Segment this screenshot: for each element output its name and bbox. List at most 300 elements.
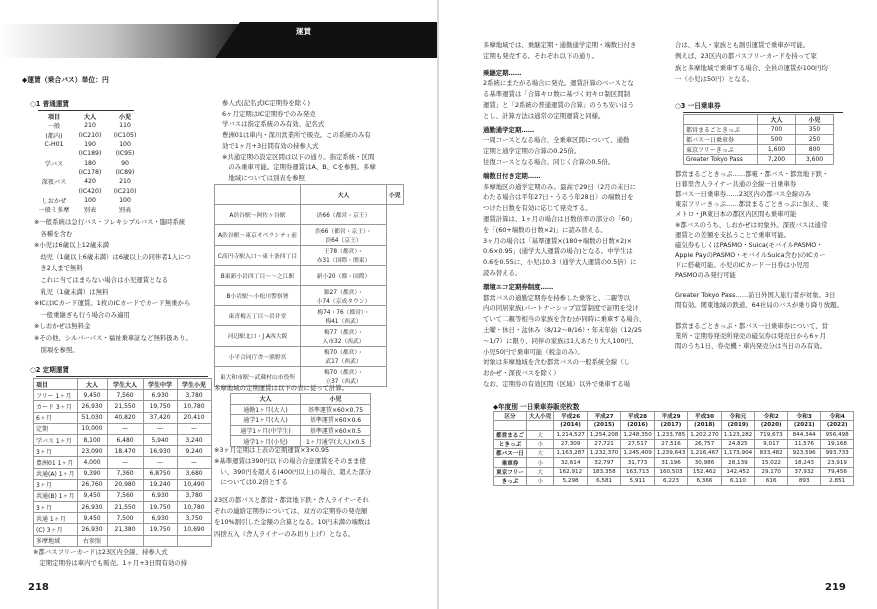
- table-cell: 923,596: [788, 449, 821, 458]
- table-cell: 3,240: [177, 434, 211, 445]
- table-cell: [36, 168, 72, 177]
- table-row: [494, 449, 854, 458]
- table-cell: 新小20（都・国際）: [301, 265, 387, 285]
- body-line: 都営まるごときっぷ……都電・都バス・都営地下鉄・: [675, 170, 829, 178]
- table-cell: 平成30: [688, 412, 721, 421]
- table-cell: 190: [84, 141, 96, 149]
- table-cell: 1,123,282: [721, 430, 754, 439]
- table-row: [215, 225, 404, 245]
- table-row: [231, 404, 371, 415]
- table-cell: 平成27: [587, 412, 620, 421]
- table-cell: しおかぜ: [41, 197, 67, 205]
- table-cell: 東京フリーきっぷ: [684, 145, 758, 155]
- body-line: 0.6×0.95」(通学大人運賃の場合)となる。中学生は: [483, 247, 633, 256]
- table-cell: 小: [526, 458, 553, 467]
- table-row: [684, 155, 834, 165]
- table-row: [36, 168, 142, 177]
- table-cell: 6,366: [688, 477, 721, 486]
- table-cell: (2021): [788, 421, 821, 430]
- body-line: 都営まるごときっぷ・都バス一日乗車券について、営: [675, 321, 829, 330]
- table-row: [215, 265, 404, 285]
- table-cell: 6,581: [587, 477, 620, 486]
- table-cell: 10,780: [177, 401, 211, 412]
- body-line: ※都バスのうち、しおかぜは対象外。深夜バスは通常: [675, 220, 828, 229]
- table-cell: 1,245,409: [621, 449, 654, 458]
- table-cell: 基準運賃×60×0.6: [301, 415, 371, 426]
- table-cell: 152,462: [688, 467, 721, 476]
- body-line: 合は、本人・家族とも割引運賃で乗車が可能。: [675, 41, 810, 49]
- table-cell: 250: [796, 135, 834, 145]
- table-cell: 多摩地域: [34, 535, 78, 546]
- table-cell: 32,797: [587, 458, 620, 467]
- table-cell: 一般ミ多摩: [38, 207, 70, 215]
- tama-grid: [230, 393, 371, 447]
- table-cell: 9,390: [77, 468, 107, 479]
- table-row: [34, 423, 212, 434]
- table-cell: 学バス 1ヶ月: [34, 434, 78, 445]
- table-cell: 6,110: [721, 477, 754, 486]
- table-cell: 37,932: [788, 467, 821, 476]
- table-cell: 16,930: [143, 446, 177, 457]
- table-cell: 800: [796, 145, 834, 155]
- fare-heading: ◆運賃（乗合バス）単位：円: [22, 76, 109, 84]
- note-line: 効で1ヶ月+3日間有効の持参人式: [222, 141, 319, 150]
- table-cell: 令和3: [788, 412, 821, 421]
- sec3-grid: [683, 114, 834, 165]
- table-cell: 28,139: [721, 458, 754, 467]
- table-cell: 定期: [34, 423, 78, 434]
- table-cell: 31,196: [654, 458, 687, 467]
- table-cell: 6,8750: [143, 468, 177, 479]
- table-row: [215, 245, 404, 265]
- table-cell: 1,214,527: [554, 430, 587, 439]
- table-header-row: [36, 112, 142, 121]
- table-cell: 通学1ヶ月(大人): [231, 415, 301, 426]
- table-cell: 110: [119, 122, 131, 130]
- table-cell: 10,690: [177, 524, 211, 535]
- table-cell: 7,500: [107, 513, 143, 524]
- transfer-heading: 乗継定期……: [483, 68, 522, 77]
- table-cell: —: [177, 457, 211, 468]
- table-cell: 350: [796, 125, 834, 135]
- sec1-title: ○1 普通運賃: [30, 100, 70, 108]
- table-cell: (IC210): [78, 131, 102, 139]
- table-row: [684, 145, 834, 155]
- table-row: [231, 436, 371, 447]
- note-line: ※一般系統は急行バス・フレキシブルバス・臨時系統: [34, 218, 186, 226]
- table-cell: 河辺駅北口・J A西大阪: [215, 326, 301, 346]
- body-line: 多摩地区の通学定期のみ。最高で29日（2月の末日に: [483, 182, 637, 191]
- table-row: [36, 149, 142, 158]
- table-cell: (IC210): [113, 187, 137, 195]
- table-cell: A渋谷駅〜阿佐ヶ谷駅: [215, 205, 301, 225]
- table-cell: 79,456: [821, 467, 854, 476]
- body-line: 土曜・休日・盆休み（8/12〜8/16）・年末年始（12/25: [483, 326, 642, 334]
- table-cell: 3ヶ月: [34, 479, 78, 490]
- table-cell: 180: [84, 159, 96, 167]
- body-line: 族と多摩地域で乗車する場合、全員の運賃が100円均: [675, 63, 828, 72]
- table-cell: 993,733: [821, 449, 854, 458]
- body-line: 間のうち1日、券売機・車内発売分は当日のみ有効。: [675, 341, 827, 350]
- table-cell: 1,248,350: [621, 430, 654, 439]
- table-cell: 3,600: [796, 155, 834, 165]
- body-line: 一周コースとなる場合、全乗車区間について、通勤: [483, 136, 630, 145]
- body-line: おかぜ・深夜バスを除く）: [483, 369, 560, 378]
- body-line: 23区の都バスと都営・都営地下鉄・舎人ライナーそれ: [214, 496, 369, 504]
- table-cell: 6,930: [143, 390, 177, 401]
- table-cell: [215, 185, 301, 205]
- table-cell: 令和2: [755, 412, 788, 421]
- table-cell: [36, 149, 72, 158]
- table-cell: 大人: [231, 394, 301, 405]
- note-line: のみ乗車可能。定期券運賃はA、B、Cを参照。多摩: [222, 163, 376, 172]
- note-line: これに当てはまらない場合は小児運賃となる: [34, 276, 169, 284]
- table-cell: 844,344: [788, 430, 821, 439]
- table-cell: 小: [526, 439, 553, 448]
- table-cell: 平成29: [654, 412, 687, 421]
- table-cell: 210: [84, 122, 96, 130]
- table-cell: 20,410: [177, 412, 211, 423]
- table-cell: —: [107, 457, 143, 468]
- table-cell: 通学1ヶ月(中学生): [231, 425, 301, 436]
- table-cell: 18,243: [788, 458, 821, 467]
- table-cell: 4,000: [77, 457, 107, 468]
- table-row: [36, 177, 142, 186]
- table-cell: 学バス: [44, 160, 64, 168]
- body-line: 内の同居家族(パートナーシップ宣誓制度で証明を受け: [483, 304, 639, 313]
- table-cell: 163,713: [621, 467, 654, 476]
- table-row: [36, 131, 142, 140]
- table-cell: 24,825: [721, 439, 754, 448]
- divider: [36, 376, 208, 377]
- body-line: 対象は多摩地域を含む都営バスの一般系統全線（し: [483, 358, 630, 367]
- table-cell: 27,517: [621, 439, 654, 448]
- table-row: [494, 458, 854, 467]
- body-line: 例えば、23区内の都バスフリーカードを持って家: [675, 52, 817, 61]
- table-cell: (2014): [554, 421, 587, 430]
- table-cell: (IC178): [78, 168, 102, 176]
- table-cell: 90: [121, 159, 129, 167]
- table-cell: 23,090: [77, 446, 107, 457]
- note-line: 豊洲01は車内・深川営業所で販売。この系統のみ有: [222, 131, 371, 140]
- table-cell: 40,820: [107, 412, 143, 423]
- note-line: 別項を参照。: [34, 345, 79, 354]
- note-line: 学バスは指定系統のみ有効、記名式: [222, 120, 325, 129]
- table-cell: 160,503: [654, 467, 687, 476]
- table-cell: 通勤1ヶ月(大人): [231, 404, 301, 415]
- note-line: 各種を含む: [34, 229, 73, 238]
- body-line: 小児50円で乗車可能（税金のみ）。: [483, 347, 584, 356]
- fraction-heading: 端数日付き定期……: [483, 171, 541, 180]
- table-cell: 19,750: [143, 401, 177, 412]
- table-cell: —: [177, 423, 211, 434]
- table-cell: 大: [526, 430, 553, 439]
- table-cell: 10,000: [77, 423, 107, 434]
- table-cell: 27,721: [587, 439, 620, 448]
- table-cell: 別表: [118, 207, 132, 215]
- table-cell: 大人: [83, 114, 97, 122]
- table-cell: 19,168: [821, 439, 854, 448]
- body-line: 定期と通学定期の合算の0.25倍。: [483, 147, 581, 156]
- table-cell: 都バス一日: [494, 449, 527, 458]
- table-row: [494, 430, 854, 439]
- table-cell: 東青梅五丁目〜岩井堂: [215, 306, 301, 326]
- table-cell: (2016): [621, 421, 654, 430]
- table-header-row: [215, 185, 404, 205]
- table-row: [494, 477, 854, 486]
- table-row: [34, 490, 212, 501]
- table-row: [36, 205, 142, 214]
- table-cell: 3,680: [177, 468, 211, 479]
- table-cell: [107, 535, 143, 546]
- table-cell: 梅77（都営）・ 入市32（西武）: [301, 326, 387, 346]
- table-cell: (IC89): [115, 168, 135, 176]
- body-line: 一（小児は50円）となる。: [675, 75, 754, 84]
- page-number-right: 219: [825, 582, 846, 593]
- table-cell: B小岩駅〜小松川警察署: [215, 285, 301, 305]
- table-cell: 小児: [387, 185, 404, 205]
- table-cell: 51,030: [77, 412, 107, 423]
- note-line: き2人まで無料: [34, 264, 83, 273]
- header-gradient-band: [0, 18, 438, 62]
- table-cell: 小児: [118, 114, 132, 122]
- table-cell: [494, 421, 527, 430]
- common-grid: [214, 184, 404, 387]
- table-cell: (2017): [654, 421, 687, 430]
- table-cell: (都内): [45, 132, 63, 140]
- table-cell: 小平合同庁舎〜熊野宮: [215, 346, 301, 366]
- table-cell: 大人: [758, 115, 796, 125]
- table-cell: (2015): [587, 421, 620, 430]
- table-cell: 令和4: [821, 412, 854, 421]
- body-line: PASMOのみ発行可能: [675, 271, 736, 279]
- body-line: 読み替える。: [483, 269, 522, 277]
- table-cell: 項目: [47, 114, 61, 122]
- table-row: [34, 535, 212, 546]
- table-cell: 3ヶ月: [34, 502, 78, 513]
- table-cell: 右参照: [77, 535, 107, 546]
- table-cell: 26,930: [77, 524, 107, 535]
- body-line: を「(60+端数の日数×2)」に読み替える。: [483, 225, 607, 234]
- sales-grid: [493, 411, 854, 486]
- table-row: [36, 121, 142, 130]
- table-cell: 平成28: [621, 412, 654, 421]
- note-line: い、390円を超える(400円以上)の場合、超えた部分: [214, 467, 372, 476]
- table-cell: (2019): [721, 421, 754, 430]
- table-cell: 21,550: [107, 502, 143, 513]
- body-line: を10%割引した金額の合算となる。10円未満の端数は: [214, 518, 371, 527]
- body-line: 運賃との差額を支払うことで乗車可能。: [675, 230, 791, 239]
- table-cell: 項目: [34, 379, 78, 390]
- table-cell: 共通(A) 1ヶ月: [34, 468, 78, 479]
- right-page: [439, 0, 877, 609]
- table-cell: 6,930: [143, 490, 177, 501]
- table-cell: 6,480: [107, 434, 143, 445]
- table-cell: 梅70（都営）・ 武17（西武）: [301, 346, 387, 366]
- table-row: [34, 457, 212, 468]
- table-cell: 東京フリー: [494, 467, 527, 476]
- table-row: [494, 439, 854, 448]
- table-cell: 1,202,270: [688, 430, 721, 439]
- body-line: とし、計算方法は通常の定期運賃と同様。: [483, 111, 605, 120]
- body-line: 都営バスの通勤定期券を持参した乗客と、二親等以: [483, 293, 630, 302]
- body-line: 多摩地域では、乗継定期・通勤通学定期・端数日付き: [483, 41, 637, 49]
- table-cell: 29,170: [755, 467, 788, 476]
- table-cell: (2022): [821, 421, 854, 430]
- divider: [38, 110, 134, 111]
- table-cell: 9,450: [77, 390, 107, 401]
- table-cell: 183,358: [587, 467, 620, 476]
- table-cell: 26,760: [77, 479, 107, 490]
- table-cell: 3,780: [177, 390, 211, 401]
- table-cell: 大人小児: [526, 412, 553, 421]
- note-line: 幼児（1歳以上6歳未満）は6歳以上の同伴者1人につ: [34, 252, 191, 261]
- table-row: [215, 285, 404, 305]
- body-line: 往復コースとなる場合、同じく合算の0.5倍。: [483, 158, 615, 166]
- table-row: [34, 434, 212, 445]
- table-cell: 100: [119, 196, 131, 204]
- table-cell: 19,750: [143, 502, 177, 513]
- body-line: 0.6を0.55に、小児は0.3（通学大人運賃の0.5倍）に: [483, 258, 637, 267]
- table-cell: A渋谷駅〜東京オペラシティ前: [215, 225, 301, 245]
- table-row: [34, 390, 212, 401]
- table-row: [34, 524, 212, 535]
- note-line: ※共通定期の設定区間は以下の通り。指定系統・区間: [222, 152, 375, 161]
- table-row: [494, 467, 854, 476]
- table-cell: 学生中学: [143, 379, 177, 390]
- divider: [683, 112, 843, 113]
- table-cell: —: [143, 457, 177, 468]
- note-line: ※都バスフリーカードは23区内全線、持参人式: [33, 548, 168, 556]
- table-cell: 19,240: [143, 479, 177, 490]
- table-cell: 500: [758, 135, 796, 145]
- table-cell: 27,309: [554, 439, 587, 448]
- table-cell: [36, 186, 72, 195]
- table-cell: (IC95): [115, 150, 135, 158]
- table-cell: [684, 115, 758, 125]
- table-cell: 719,673: [755, 430, 788, 439]
- table-row: [215, 306, 404, 326]
- table-cell: 162,912: [554, 467, 587, 476]
- table-cell: 19,750: [143, 524, 177, 535]
- table-row: [231, 415, 371, 426]
- table-cell: 6ヶ月: [34, 412, 78, 423]
- table-cell: 210: [119, 178, 131, 186]
- table-cell: 8,100: [77, 434, 107, 445]
- table-cell: カード 3ヶ月: [34, 401, 78, 412]
- table-cell: 37,420: [143, 412, 177, 423]
- table-cell: 大: [526, 449, 553, 458]
- table-cell: 都バス一日乗車券: [684, 135, 758, 145]
- table-header-row: [684, 115, 834, 125]
- table-cell: 共通 1ヶ月: [34, 513, 78, 524]
- table-cell: C高円寺駅入口〜東十条四丁目: [215, 245, 301, 265]
- note-line: 定期定期券は車内でも販売。1ヶ月+3日間有効の持: [33, 558, 188, 567]
- table-cell: 18,470: [107, 446, 143, 457]
- table-cell: 区分: [494, 412, 527, 421]
- body-line: なお、定期券の有効区間（区域）以外で乗車する場: [483, 380, 630, 388]
- table-row: [34, 412, 212, 423]
- table-cell: 都営まるごときっぷ: [684, 125, 758, 135]
- body-line: 都バス一日乗車券……23区内の都バス全線のみ: [675, 190, 811, 199]
- body-line: 定期も発売する。それぞれ以下の通り。: [483, 51, 599, 60]
- table-cell: 21,550: [107, 401, 143, 412]
- eco-heading: 環境エコ定期券制度……: [483, 282, 554, 291]
- table-cell: 1,232,370: [587, 449, 620, 458]
- table-cell: 9,450: [77, 513, 107, 524]
- table-row: [494, 421, 854, 430]
- table-cell: (2018): [688, 421, 721, 430]
- table-header-row: [34, 379, 212, 390]
- table-cell: 共通(B) 1ヶ月: [34, 490, 78, 501]
- sales-title: ◆年度別 一日乗車券販売枚数: [493, 403, 580, 411]
- table-row: [36, 140, 142, 149]
- table-cell: 3ヶ月: [34, 446, 78, 457]
- table-cell: 893: [788, 477, 821, 486]
- table-cell: 乗車券: [494, 458, 527, 467]
- commute-heading: 通勤通学定期……: [483, 125, 535, 134]
- table-cell: 26,930: [77, 502, 107, 513]
- table-cell: 32,614: [554, 458, 587, 467]
- body-line: わたる場合は平年27日・うるう年28日）の端数日を: [483, 193, 634, 202]
- table-cell: 1,254,208: [587, 430, 620, 439]
- table-cell: 26,930: [77, 401, 107, 412]
- table-cell: 大: [526, 467, 553, 476]
- table-cell: 梅74・76（都営）・ 梅41（西武）: [301, 306, 387, 326]
- table-cell: 9,450: [77, 490, 107, 501]
- table-cell: 700: [758, 125, 796, 135]
- body-line: Greater Tokyo Pass……訪日外国人旅行者が対象。3日: [675, 291, 836, 300]
- table-row: [36, 196, 142, 205]
- body-line: 磁気券もしくはPASMO・Suica(モバイルPASMO・: [675, 240, 823, 249]
- body-line: ぞれの連絡定期券については、双方の定期券の発売額: [214, 507, 368, 516]
- table-row: [36, 158, 142, 167]
- table-cell: 梅70（都営）・ 立37（西武）: [301, 366, 387, 386]
- table-cell: 3,780: [177, 490, 211, 501]
- table-row: [215, 326, 404, 346]
- table-cell: 別表: [83, 207, 97, 215]
- table-cell: 基準運賃×60×0.75: [301, 404, 371, 415]
- table-cell: 学生大人: [107, 379, 143, 390]
- table-cell: きっぷ: [494, 477, 527, 486]
- table-cell: ときっぷ: [494, 439, 527, 448]
- table-cell: 5,940: [143, 434, 177, 445]
- table-cell: (IC105): [113, 131, 137, 139]
- note-line: ※基準運賃は390円以下の場合合意運賃をそのまま使: [214, 456, 366, 465]
- table-cell: 1,173,904: [721, 449, 754, 458]
- table-cell: [143, 535, 177, 546]
- table-cell: 7,200: [758, 155, 796, 165]
- table-cell: 6,930: [143, 513, 177, 524]
- body-line: つけた日数を有効に応じて発売する。: [483, 204, 592, 213]
- table-row: [34, 401, 212, 412]
- table-cell: 833,482: [755, 449, 788, 458]
- table-cell: 10,490: [177, 479, 211, 490]
- table-cell: 15,022: [755, 458, 788, 467]
- body-line: 運賃」と「2系統の普通運賃の合算」のうち安いほう: [483, 101, 635, 109]
- table-cell: 渋66（都営・京王）: [301, 205, 387, 225]
- table-cell: 通学1ヶ月(小児): [231, 436, 301, 447]
- note-line: 地域については別表を参照: [222, 173, 305, 182]
- table-cell: (2020): [755, 421, 788, 430]
- body-line: 〜1/7）に限り、同伴の家族は1人あたり大人100円、: [483, 336, 638, 345]
- table-cell: 学生小児: [177, 379, 211, 390]
- table-cell: 一般: [47, 123, 61, 131]
- note-line: 参人式(記名式IC定期券を除く): [222, 99, 311, 107]
- table-cell: 9,017: [755, 439, 788, 448]
- table-row: [215, 205, 404, 225]
- body-line: 日暮里舎人ライナー共通の全線一日乗車券: [675, 180, 797, 189]
